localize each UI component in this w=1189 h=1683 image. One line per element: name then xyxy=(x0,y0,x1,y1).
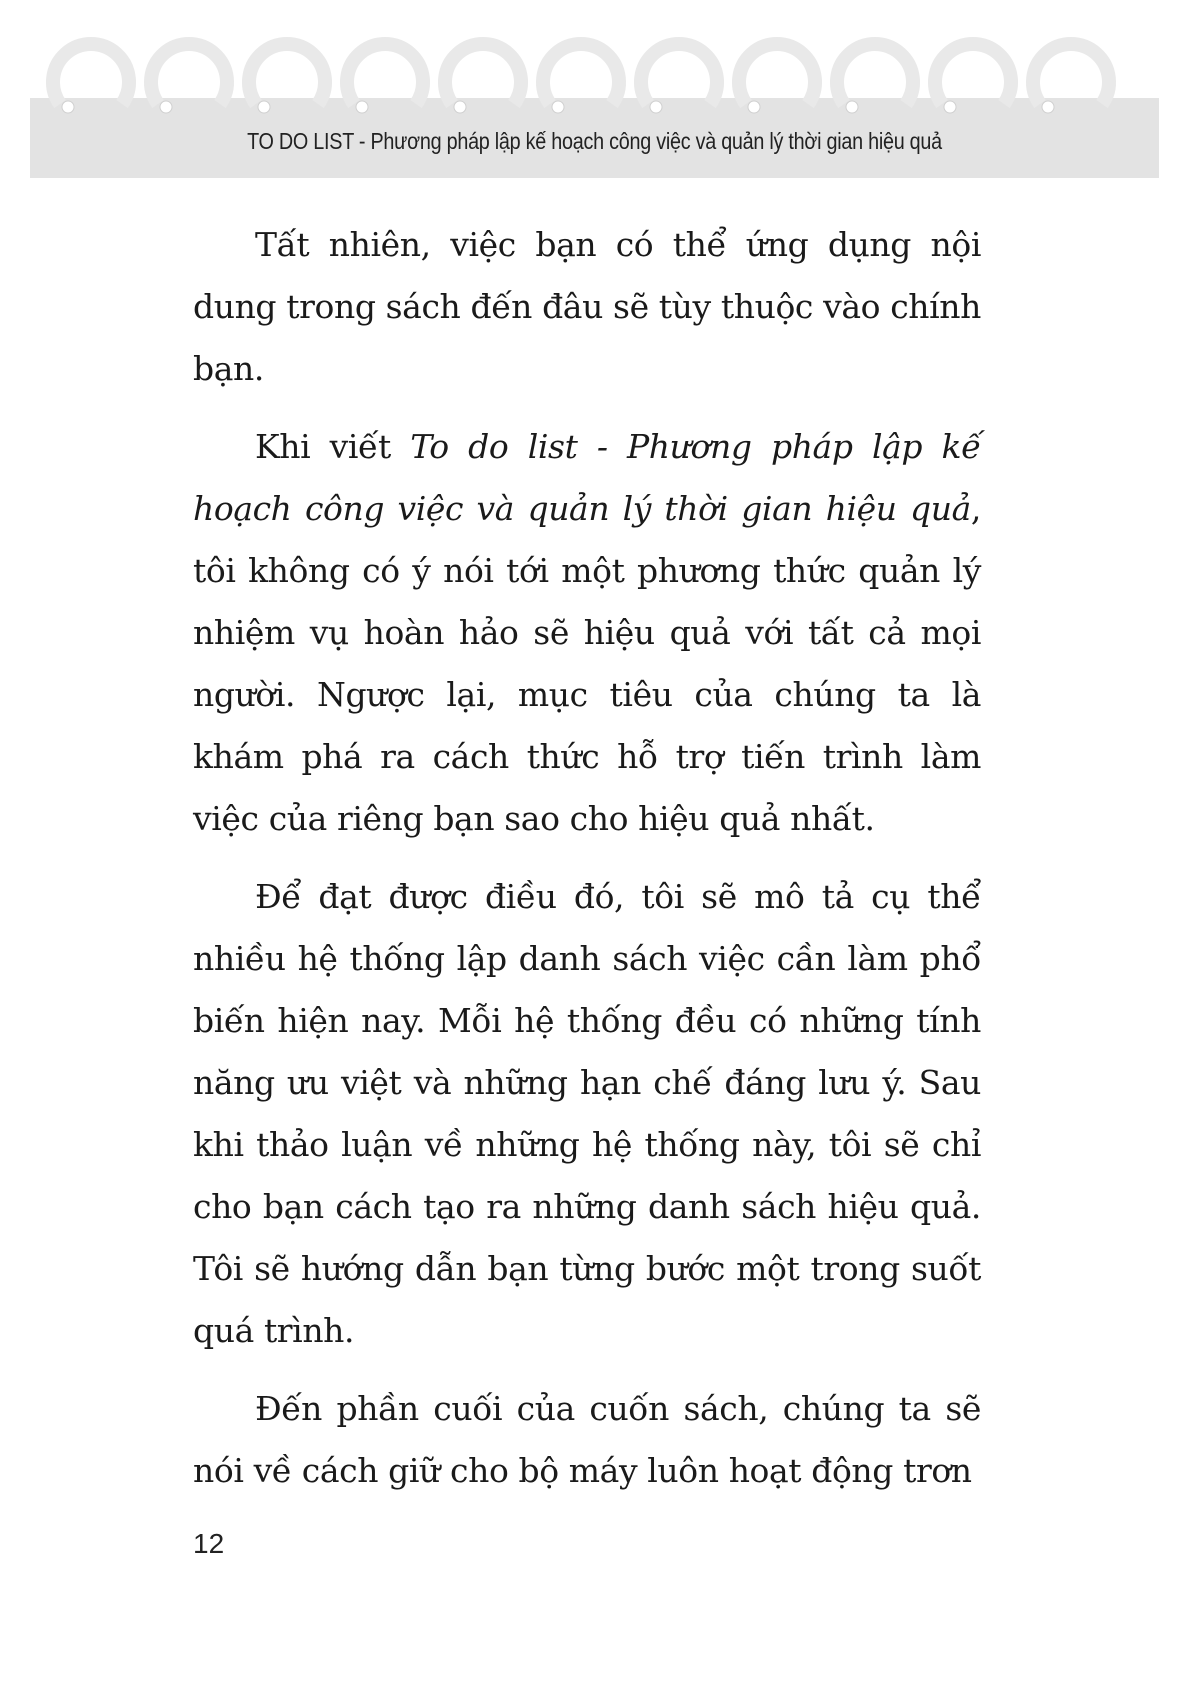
spiral-binding-rings xyxy=(30,14,1159,124)
page-number: 12 xyxy=(193,1528,225,1559)
paragraph-2-lead: Khi viết xyxy=(255,427,411,466)
paragraph-1: Tất nhiên, việc bạn có thể ứng dụng nội dung trong sách đến đâu sẽ tùy thuộc vào chính bạn. xyxy=(193,225,981,388)
book-title-italic: To do list - Phương pháp lập kế hoạch công việc và quản lý thời gian hiệu quả xyxy=(193,427,981,528)
paragraph-4: Đến phần cuối của cuốn sách, chúng ta sẽ nói về cách giữ cho bộ máy luôn hoạt động trơn xyxy=(193,1389,981,1490)
running-header-title: TO DO LIST - Phương pháp lập kế hoạch công việc và quản lý thời gian hiệu quả xyxy=(247,128,942,154)
body-text xyxy=(193,214,981,1518)
paragraph-3: Để đạt được điều đó, tôi sẽ mô tả cụ thể nhiều hệ thống lập danh sách việc cần làm phổ biến hiện nay. Mỗi hệ thống đều có những tính năng ưu việt và những hạn chế đáng lưu ý. Sau khi thảo luận về những hệ thống này, tôi sẽ chỉ cho bạn cách tạo ra những danh sách hiệu quả. Tôi sẽ hướng dẫn bạn từng bước một trong suốt quá trình. xyxy=(193,877,981,1350)
paragraph-2 xyxy=(193,416,981,850)
paragraph-2-rest: , tôi không có ý nói tới một phương thức quản lý nhiệm vụ hoàn hảo sẽ hiệu quả với tất cả mọi người. Ngược lại, mục tiêu của chúng ta là khám phá ra cách thức hỗ trợ tiến trình làm việc của riêng bạn sao cho hiệu quả nhất. xyxy=(193,489,981,838)
